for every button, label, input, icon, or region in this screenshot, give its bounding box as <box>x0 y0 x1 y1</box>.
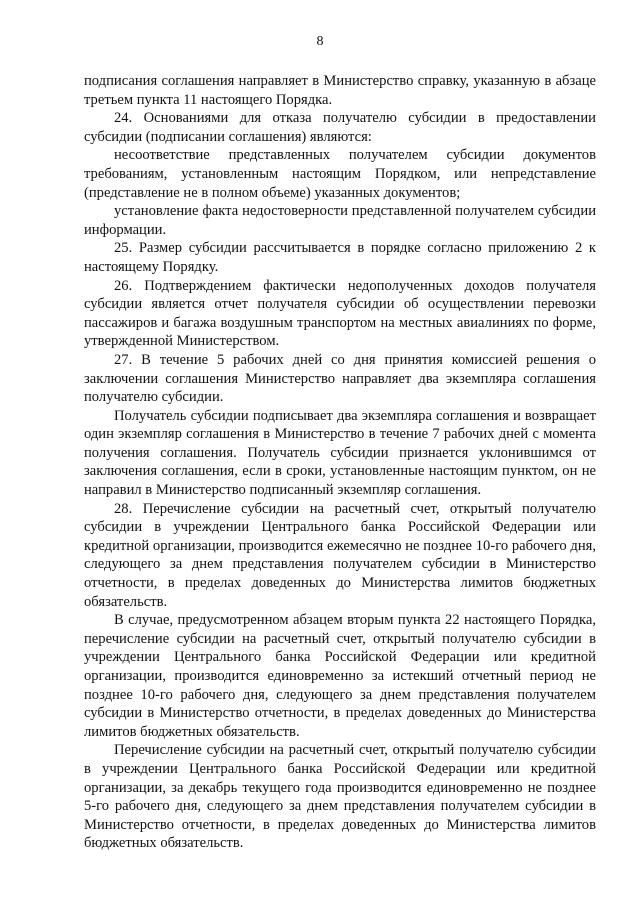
paragraph-item-27-signing: Получатель субсидии подписывает два экземпляра соглашения и возвращает один экземпляр соглашения в Министерство в течение 7 рабочих дней с момента получения соглашения. Получатель субсидии признается уклонившимся от заключения соглашения, если в сроки, установленные настоящим пунктом, он не направил в Министерство подписанный экземпляр соглашения. <box>84 407 596 499</box>
paragraph-ground-noncompliance: несоответствие представленных получателем субсидии документов требованиям, установленным настоящим Порядком, или непредставление (представление не в полном объеме) указанных документов; <box>84 147 596 201</box>
page-number: 8 <box>316 34 324 49</box>
paragraph-item-26: 26. Подтверждением фактически недополученных доходов получателя субсидии является отчет получателя субсидии об осуществлении перевозки пассажиров и багажа воздушным транспортом на местных авиалиниях по форме, утвержденной Министерством. <box>84 277 596 350</box>
paragraph-item-24: 24. Основаниями для отказа получателю субсидии в предоставлении субсидии (подписании соглашения) являются: <box>84 110 596 145</box>
paragraph-continuation: подписания соглашения направляет в Министерство справку, указанную в абзаце третьем пункта 11 настоящего Порядка. <box>84 73 596 108</box>
paragraph-item-28-special-case: В случае, предусмотренном абзацем вторым пункта 22 настоящего Порядка, перечисление субсидии на расчетный счет, открытый получателю субсидии в учреждении Центрального банка Российской Федерации или кредитной организации, производится единовременно за истекший отчетный период не позднее 10-го рабочего дня, следующего за днем представления получателем субсидии в Министерство отчетности, в пределах доведенных до Министерства лимитов бюджетных обязательств. <box>84 612 596 740</box>
paragraph-item-27: 27. В течение 5 рабочих дней со дня принятия комиссией решения о заключении соглашения Министерство направляет два экземпляра соглашения получателю субсидии. <box>84 351 596 406</box>
paragraph-item-28-december: Перечисление субсидии на расчетный счет, открытый получателю субсидии в учреждении Центрального банка Российской Федерации или кредитной организации, за декабрь текущего года производится единовременно не позднее 5-го рабочего дня, следующего за днем представления получателем субсидии в Министерство отчетности, в пределах доведенных до Министерства лимитов бюджетных обязательств. <box>84 742 596 852</box>
paragraph-item-25: 25. Размер субсидии рассчитывается в порядке согласно приложению 2 к настоящему Порядку. <box>84 240 596 275</box>
document-body <box>84 72 596 853</box>
paragraph-ground-inaccuracy: установление факта недостоверности представленной получателем субсидии информации. <box>84 203 596 238</box>
paragraph-item-28: 28. Перечисление субсидии на расчетный счет, открытый получателю субсидии в учреждении Центрального банка Российской Федерации или кредитной организации, производится ежемесячно не позднее 10-го рабочего дня, следующего за днем представления получателем субсидии в Министерство отчетности, в пределах доведенных до Министерства лимитов бюджетных обязательств. <box>84 500 596 610</box>
